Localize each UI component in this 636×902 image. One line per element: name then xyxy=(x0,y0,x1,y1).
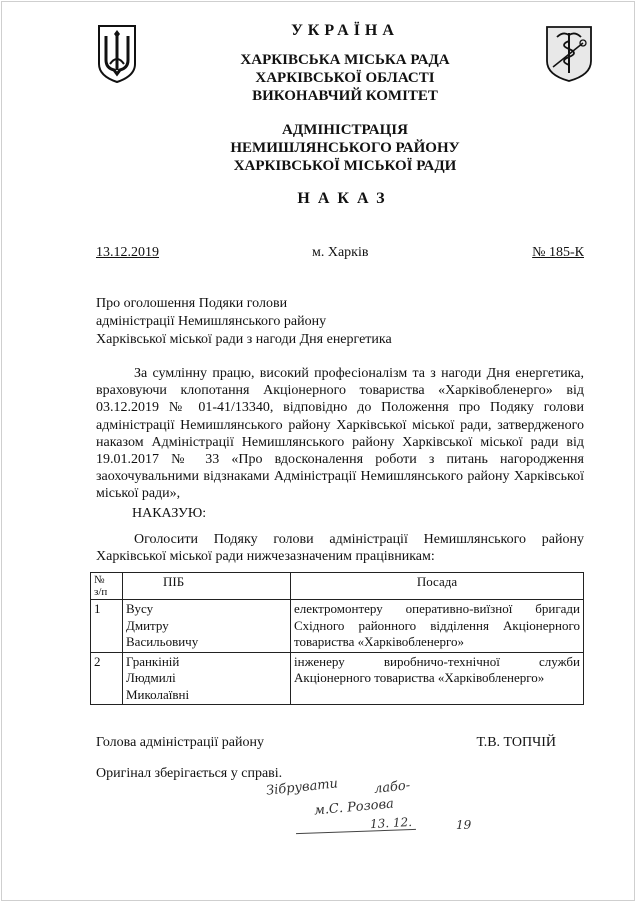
handwritten-text: м.С. Розова xyxy=(313,796,395,819)
row-name xyxy=(123,600,291,653)
country-heading: УКРАЇНА xyxy=(291,22,399,39)
table-header-row xyxy=(91,573,584,600)
awardees-table xyxy=(90,572,584,705)
handwritten-underline xyxy=(296,829,416,834)
preamble-paragraph: За сумлінну працю, високий професіоналізм та з нагоди Дня енергетика, враховуючи клопотання Акціонерного товариства «Харківобленерго» від 03.12.2019 № 01-41/13340, відповідно до Положення про Подяку голови адміністрації Немишлянського району Харківської міської ради, затвердженого наказом Адміністрації Немишлянського району Харківської міської ради від 19.01.2017 № 33 «Про вдосконалення роботи з питань нагородження заохочувальними відзнаками Адміністрації Немишлянського району Харківської міської ради», xyxy=(96,366,584,502)
council-line: ХАРКІВСЬКА МІСЬКА РАДА xyxy=(240,52,450,68)
row-number: 2 xyxy=(91,652,123,705)
document-date: 13.12.2019 xyxy=(96,245,159,260)
name-line: Васильовичу xyxy=(126,634,199,649)
admin-line: АДМІНІСТРАЦІЯ xyxy=(282,122,408,138)
column-header-number xyxy=(91,573,123,600)
name-line: Миколаївні xyxy=(126,686,190,702)
signer-name: Т.В. ТОПЧІЙ xyxy=(476,735,556,750)
header-number-bottom: з/п xyxy=(94,586,108,598)
row-name xyxy=(123,652,291,705)
admin-line: НЕМИШЛЯНСЬКОГО РАЙОНУ xyxy=(230,140,460,156)
table-row xyxy=(91,600,584,653)
handwritten-note xyxy=(256,776,486,840)
administration-heading xyxy=(0,121,636,175)
signer-title: Голова адміністрації району xyxy=(96,735,264,750)
council-line: ВИКОНАВЧИЙ КОМІТЕТ xyxy=(252,88,438,104)
subject-line: Про оголошення Подяки голови xyxy=(96,296,288,311)
handwritten-text: Зібрувати xyxy=(265,776,339,799)
document-type-heading: НАКАЗ xyxy=(297,190,393,207)
handwritten-date: 13. 12. xyxy=(369,814,413,832)
name-line: Людмилі xyxy=(126,670,176,685)
order-paragraph: Оголосити Подяку голови адміністрації Немишлянського району Харківської міської ради нижчезазначеним працівникам: xyxy=(96,532,584,565)
row-number: 1 xyxy=(91,600,123,653)
name-line: Вусу xyxy=(126,601,154,616)
order-keyword: НАКАЗУЮ: xyxy=(132,506,207,521)
handwritten-text: лабо- xyxy=(373,778,411,797)
document-city: м. Харків xyxy=(312,245,369,260)
admin-line: ХАРКІВСЬКОЇ МІСЬКОЇ РАДИ xyxy=(233,158,457,174)
name-line: Дмитру xyxy=(126,617,169,633)
council-heading xyxy=(0,51,636,105)
council-line: ХАРКІВСЬКОЇ ОБЛАСТІ xyxy=(255,70,435,86)
column-header-name: ПІБ xyxy=(123,573,291,600)
name-line: Гранкіній xyxy=(126,653,180,669)
header-number-top: № xyxy=(94,574,105,586)
table-row xyxy=(91,652,584,705)
row-position: інженеру виробничо-технічної служби Акціонерного товариства «Харківобленерго» xyxy=(291,652,584,705)
document-subject xyxy=(96,295,396,349)
subject-line: Харківської міської ради з нагоди Дня енергетика xyxy=(96,332,392,347)
column-header-position: Посада xyxy=(291,573,584,600)
subject-line: адміністрації Немишлянського району xyxy=(96,314,327,329)
document-number: № 185-К xyxy=(532,245,584,260)
handwritten-year: 19 xyxy=(456,818,472,832)
original-storage-note: Оригінал зберігається у справі. xyxy=(96,766,283,781)
row-position: електромонтеру оперативно-виїзної бригади Східного районного відділення Акціонерного товариства «Харківобленерго» xyxy=(291,600,584,653)
document-meta-row xyxy=(96,245,584,263)
